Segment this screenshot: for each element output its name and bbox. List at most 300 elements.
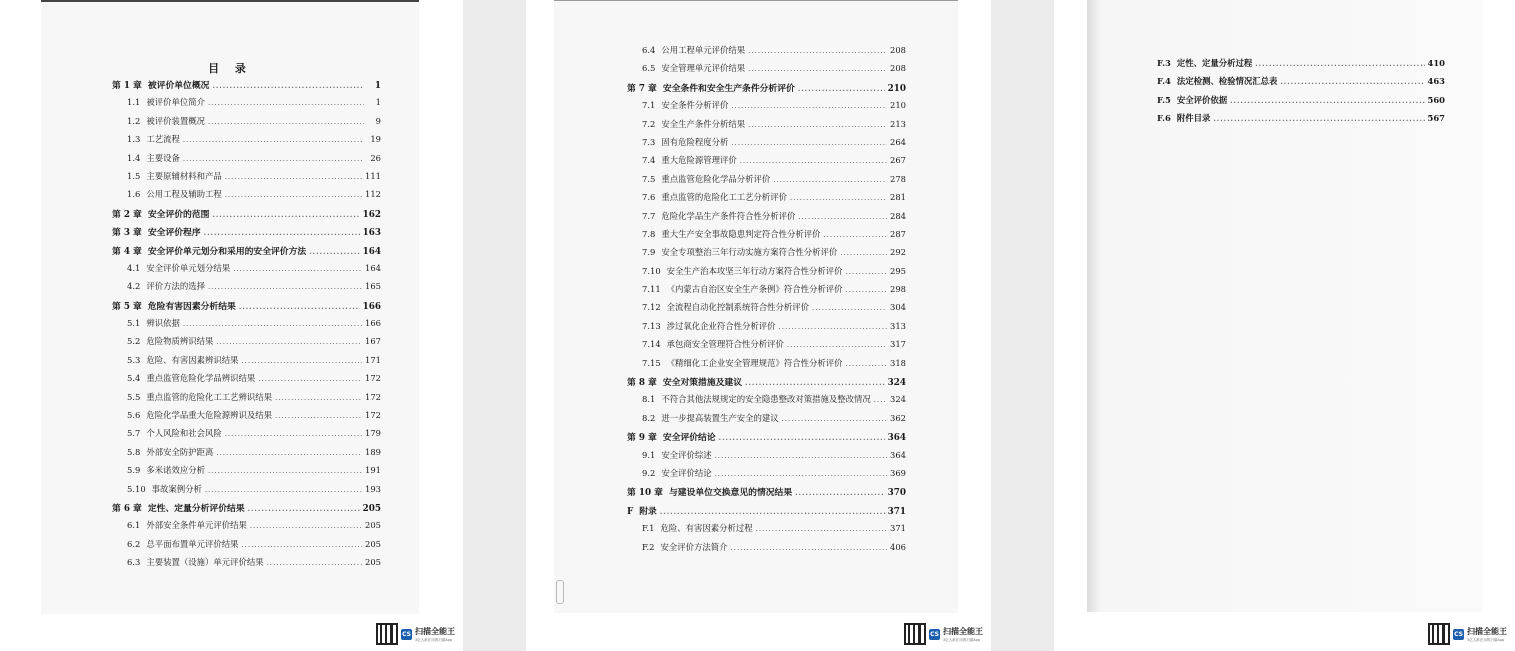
- toc-label: 安全评价结论: [662, 433, 716, 444]
- toc-leader-dots: [216, 338, 362, 346]
- toc-number: 1.2: [127, 115, 141, 126]
- scanner-watermark: [1428, 623, 1507, 645]
- toc-section-row: [642, 99, 906, 117]
- toc-leader-dots: [846, 286, 887, 294]
- toc-label: 附录: [639, 506, 657, 517]
- toc-leader-dots: [275, 394, 362, 402]
- toc-number: 第 8 章: [627, 378, 657, 389]
- toc-leader-dots: [795, 488, 884, 497]
- toc-label: 《精细化工企业安全管理规范》符合性分析评价: [666, 357, 843, 368]
- toc-section-row: [642, 246, 906, 264]
- toc-section-row: [642, 210, 906, 228]
- toc-number: 7.3: [642, 136, 656, 147]
- toc-section-row: [642, 522, 906, 540]
- toc-number: 5.10: [127, 483, 146, 494]
- toc-number: 第 6 章: [112, 503, 142, 514]
- toc-leader-dots: [748, 65, 887, 73]
- toc-page-number: 208: [890, 45, 906, 55]
- toc-leader-dots: [212, 81, 364, 90]
- toc-label: 附件目录: [1176, 113, 1211, 124]
- toc-section-row: [127, 317, 381, 335]
- toc-number: 5.2: [127, 336, 141, 347]
- toc-label: 外部安全条件单元评价结果: [146, 520, 247, 531]
- toc-page-number: 560: [1427, 94, 1445, 105]
- toc-leader-dots: [660, 507, 885, 516]
- toc-section-row: [127, 427, 381, 445]
- toc-label: 辨识依据: [146, 318, 180, 329]
- toc-page-number: 370: [887, 488, 906, 499]
- toc-leader-dots: [241, 357, 362, 365]
- toc-section-row: [127, 96, 381, 114]
- toc-label: 工艺流程: [146, 134, 180, 145]
- toc-page-number: 364: [887, 433, 906, 444]
- toc-leader-dots: [812, 304, 887, 312]
- toc-number: F.1: [642, 523, 655, 534]
- toc-number: 1.3: [127, 134, 141, 145]
- toc-page-number: 281: [890, 192, 906, 203]
- toc-label: 全流程自动化控制系统符合性分析评价: [666, 302, 810, 313]
- toc-number: 5.6: [127, 410, 141, 421]
- toc-section-row: [642, 154, 906, 172]
- toc-section-row: [642, 283, 906, 301]
- toc-leader-dots: [715, 470, 887, 478]
- toc-section-row: [642, 449, 906, 467]
- page-1: [0, 0, 463, 651]
- scanned-page-1: [41, 0, 419, 614]
- toc-page-number: 210: [887, 83, 906, 94]
- toc-section-row: [127, 464, 381, 482]
- toc-label: 总平面布置单元评价结果: [146, 538, 239, 549]
- toc-leader-dots: [208, 118, 364, 126]
- toc-section-row: [642, 393, 906, 411]
- toc-leader-dots: [731, 139, 887, 147]
- toc-number: 7.5: [642, 173, 656, 184]
- toc-leader-dots: [239, 302, 360, 311]
- toc-page-number: 166: [365, 318, 381, 329]
- toc-list-page-3: [1087, 57, 1483, 131]
- toc-leader-dots: [205, 486, 362, 494]
- toc-leader-dots: [740, 157, 887, 165]
- toc-number: 7.14: [642, 339, 661, 350]
- toc-section-row: [127, 446, 381, 464]
- toc-number: 第 1 章: [112, 81, 142, 91]
- toc-chapter-row: [112, 225, 381, 243]
- toc-label: 安全评价结论: [661, 467, 712, 478]
- toc-number: F: [627, 506, 634, 517]
- toc-label: 承包商安全管理符合性分析评价: [666, 339, 784, 350]
- cs-logo-icon: CS: [402, 630, 411, 638]
- toc-number: 第 3 章: [112, 228, 142, 239]
- toc-leader-dots: [212, 210, 359, 219]
- watermark-brand: 扫描全能王: [943, 626, 983, 636]
- toc-page-number: 26: [370, 152, 381, 163]
- toc-page-number: 172: [365, 373, 381, 384]
- toc-leader-dots: [204, 228, 360, 237]
- toc-label: 重点监管危险化学品辨识结果: [146, 373, 256, 384]
- toc-page-number: 304: [890, 302, 906, 313]
- toc-label: 公用工程单元评价结果: [661, 45, 746, 55]
- toc-number: 7.8: [642, 228, 656, 239]
- toc-number: F.2: [642, 541, 655, 552]
- toc-leader-dots: [731, 544, 888, 552]
- toc-number: 7.6: [642, 192, 656, 203]
- toc-chapter-row: [627, 430, 906, 448]
- toc-section-row: [127, 115, 381, 133]
- toc-section-row: [127, 556, 381, 574]
- toc-page-number: 205: [365, 557, 381, 568]
- toc-section-row: [642, 191, 906, 209]
- toc-label: 固有危险程度分析: [661, 136, 729, 147]
- toc-page-number: 364: [890, 449, 906, 460]
- watermark-brand: 扫描全能王: [415, 626, 455, 636]
- toc-number: 9.1: [642, 449, 656, 460]
- toc-label: 外部安全防护距离: [146, 446, 214, 457]
- toc-leader-dots: [225, 191, 362, 199]
- toc-label: 安全条件和安全生产条件分析评价: [662, 83, 795, 94]
- toc-label: 重点监管的危险化工工艺辨识结果: [146, 391, 272, 402]
- toc-label: 安全评价单元划分和采用的安全评价方法: [147, 246, 307, 257]
- toc-label: 被评价单位概况: [147, 81, 210, 91]
- toc-number: 7.11: [642, 284, 661, 295]
- toc-leader-dots: [241, 541, 362, 549]
- scanned-page-3: [1087, 0, 1483, 612]
- qr-code-icon: [904, 623, 926, 645]
- toc-number: 6.4: [642, 45, 656, 55]
- toc-page-number: 284: [890, 210, 906, 221]
- toc-number: 7.2: [642, 118, 656, 129]
- toc-section-row: [127, 354, 381, 372]
- toc-label: 不符合其他法规规定的安全隐患整改对策措施及整改情况: [661, 394, 871, 405]
- toc-page-number: 205: [362, 503, 381, 514]
- toc-section-row: [127, 538, 381, 556]
- toc-label: 重点监管的危险化工工艺分析评价: [661, 192, 787, 203]
- toc-page-number: 172: [365, 410, 381, 421]
- toc-leader-dots: [846, 268, 887, 276]
- toc-section-row: [127, 133, 381, 151]
- toc-section-row: [642, 301, 906, 319]
- toc-label: 安全专项整治三年行动实施方案符合性分析评价: [661, 247, 838, 258]
- toc-number: 6.3: [127, 557, 141, 568]
- toc-section-row: [127, 170, 381, 188]
- toc-page-number: 167: [365, 336, 381, 347]
- toc-page-number: 1: [374, 81, 381, 91]
- toc-page-number: 112: [365, 189, 381, 200]
- toc-section-row: [127, 483, 381, 501]
- toc-chapter-row: [112, 244, 381, 262]
- page-3: [1054, 0, 1515, 651]
- toc-label: 安全条件分析评价: [661, 100, 729, 111]
- toc-page-number: 369: [890, 467, 906, 478]
- toc-page-number: 210: [890, 100, 906, 111]
- toc-page-number: 9: [375, 115, 381, 126]
- toc-page-number: 111: [365, 170, 381, 181]
- toc-number: 7.13: [642, 320, 661, 331]
- toc-leader-dots: [846, 360, 887, 368]
- toc-number: 第 9 章: [627, 433, 657, 444]
- toc-leader-dots: [1255, 59, 1424, 68]
- toc-chapter-row: [627, 485, 906, 503]
- cs-logo-icon: CS: [930, 630, 939, 638]
- toc-number: 1.4: [127, 152, 141, 163]
- toc-section-row: [1157, 94, 1445, 112]
- toc-page-number: 171: [365, 354, 381, 365]
- toc-leader-dots: [183, 320, 362, 328]
- toc-page-number: 318: [890, 357, 906, 368]
- toc-section-row: [642, 228, 906, 246]
- toc-number: 第 2 章: [112, 209, 142, 220]
- toc-label: 定性、定量分析过程: [1176, 58, 1253, 68]
- toc-number: 6.1: [127, 520, 141, 531]
- toc-page-number: 287: [890, 228, 906, 239]
- toc-label: 个人风险和社会风险: [146, 428, 222, 439]
- scanner-watermark: [376, 623, 455, 645]
- toc-section-row: [642, 44, 906, 62]
- toc-leader-dots: [208, 99, 364, 107]
- toc-leader-dots: [745, 378, 885, 387]
- toc-number: 1.5: [127, 170, 141, 181]
- toc-number: 8.1: [642, 394, 656, 405]
- toc-leader-dots: [748, 47, 887, 55]
- toc-page-number: 164: [362, 246, 381, 257]
- toc-label: 主要原辅材料和产品: [146, 170, 222, 181]
- toc-page-number: 19: [370, 134, 381, 145]
- toc-leader-dots: [773, 176, 887, 184]
- watermark-brand: 扫描全能王: [1467, 626, 1507, 636]
- toc-label: 重大生产安全事故隐患判定符合性分析评价: [661, 228, 821, 239]
- toc-chapter-row: [627, 81, 906, 99]
- toc-section-row: [127, 391, 381, 409]
- toc-number: 7.7: [642, 210, 656, 221]
- toc-number: 5.4: [127, 373, 141, 384]
- toc-chapter-row: [112, 501, 381, 519]
- toc-leader-dots: [787, 341, 887, 349]
- toc-page-number: 313: [890, 320, 906, 331]
- toc-leader-dots: [731, 102, 887, 110]
- watermark-tagline: 3亿人都在用的扫描App: [1467, 637, 1505, 642]
- toc-number: 7.15: [642, 357, 661, 368]
- toc-section-row: [642, 118, 906, 136]
- toc-label: 主要装置（设施）单元评价结果: [146, 557, 264, 568]
- toc-section-row: [642, 173, 906, 191]
- toc-number: 1.1: [127, 97, 141, 108]
- toc-number: 6.2: [127, 538, 141, 549]
- toc-number: 第 5 章: [112, 301, 142, 312]
- toc-page-number: 172: [365, 391, 381, 402]
- toc-label: 安全评价方法简介: [660, 541, 728, 552]
- toc-label: 危险、有害因素分析过程: [660, 523, 753, 534]
- toc-page-number: 324: [890, 394, 906, 405]
- toc-label: 安全评价程序: [147, 228, 201, 239]
- toc-label: 被评价装置概况: [146, 115, 205, 126]
- toc-leader-dots: [275, 412, 362, 420]
- toc-number: 第 10 章: [627, 488, 663, 499]
- toc-page-number: 567: [1427, 113, 1445, 124]
- toc-label: 多米诺效应分析: [146, 465, 205, 476]
- toc-page-number: 165: [365, 281, 381, 292]
- toc-title: 目 录: [208, 62, 252, 75]
- toc-page-number: 278: [890, 173, 906, 184]
- toc-number: 8.2: [642, 412, 656, 423]
- toc-section-row: [642, 320, 906, 338]
- toc-number: 6.5: [642, 63, 656, 74]
- toc-leader-dots: [798, 84, 885, 93]
- toc-number: 5.8: [127, 446, 141, 457]
- qr-code-icon: [1428, 623, 1450, 645]
- toc-label: 法定检测、检验情况汇总表: [1176, 76, 1278, 87]
- toc-page-number: 208: [890, 63, 906, 74]
- toc-number: 5.7: [127, 428, 141, 439]
- toc-section-row: [642, 357, 906, 375]
- scan-artifact: [556, 580, 564, 604]
- toc-number: 5.5: [127, 391, 141, 402]
- toc-page-number: 166: [362, 301, 381, 312]
- toc-number: F.5: [1157, 94, 1171, 105]
- toc-chapter-row: [627, 504, 906, 522]
- toc-leader-dots: [779, 323, 887, 331]
- toc-section-row: [127, 280, 381, 298]
- toc-section-row: [127, 519, 381, 537]
- toc-leader-dots: [267, 559, 362, 567]
- toc-leader-dots: [208, 467, 362, 475]
- toc-section-row: [642, 136, 906, 154]
- toc-page-number: 371: [887, 506, 906, 517]
- toc-page-number: 463: [1427, 76, 1445, 87]
- toc-chapter-row: [627, 375, 906, 393]
- toc-page-number: 191: [365, 465, 381, 476]
- toc-section-row: [642, 62, 906, 80]
- toc-section-row: [1157, 57, 1445, 75]
- toc-label: 安全对策措施及建议: [662, 378, 743, 389]
- toc-list-page-2: [554, 44, 958, 559]
- toc-leader-dots: [216, 449, 362, 457]
- toc-chapter-row: [112, 78, 381, 96]
- toc-page-number: 292: [890, 247, 906, 258]
- toc-leader-dots: [840, 249, 887, 257]
- scanned-page-2: [554, 0, 958, 613]
- toc-number: F.3: [1157, 58, 1171, 68]
- toc-section-row: [1157, 75, 1445, 93]
- toc-number: 4.2: [127, 281, 141, 292]
- toc-page-number: 267: [890, 155, 906, 166]
- watermark-tagline: 3亿人都在用的扫描App: [943, 637, 981, 642]
- toc-label: 涉过氧化企业符合性分析评价: [666, 320, 776, 331]
- toc-label: 主要设备: [146, 152, 180, 163]
- toc-section-row: [642, 338, 906, 356]
- toc-section-row: [127, 372, 381, 390]
- toc-number: 5.3: [127, 354, 141, 365]
- toc-label: 危险化学品重大危险源辨识及结果: [146, 410, 272, 421]
- toc-label: 危险有害因素分析结果: [147, 301, 236, 312]
- toc-leader-dots: [183, 136, 364, 144]
- toc-label: 被评价单位简介: [146, 97, 205, 108]
- qr-code-icon: [376, 623, 398, 645]
- toc-label: 与建设单位交换意见的情况结果: [668, 488, 793, 499]
- toc-page-number: 324: [887, 378, 906, 389]
- toc-leader-dots: [1213, 114, 1424, 123]
- toc-number: 5.9: [127, 465, 141, 476]
- page-2: [526, 0, 991, 651]
- toc-label: 评价方法的选择: [146, 281, 205, 292]
- toc-page-number: 193: [365, 483, 381, 494]
- toc-section-row: [1157, 112, 1445, 130]
- toc-leader-dots: [248, 504, 360, 513]
- toc-number: F.4: [1157, 76, 1171, 87]
- toc-page-number: 205: [365, 538, 381, 549]
- toc-leader-dots: [790, 194, 887, 202]
- toc-page-number: 264: [890, 136, 906, 147]
- toc-label: 重点监管危险化学品分析评价: [661, 173, 771, 184]
- toc-leader-dots: [756, 525, 887, 533]
- toc-section-row: [127, 188, 381, 206]
- watermark-tagline: 3亿人都在用的扫描App: [415, 637, 453, 642]
- toc-label: 定性、定量分析评价结果: [147, 503, 245, 514]
- toc-number: 1.6: [127, 189, 141, 200]
- toc-label: 事故案例分析: [151, 483, 202, 494]
- toc-number: 7.1: [642, 100, 656, 111]
- toc-page-number: 179: [365, 428, 381, 439]
- toc-number: 7.4: [642, 155, 656, 166]
- toc-label: 危险物质辨识结果: [146, 336, 214, 347]
- toc-page-number: 163: [362, 228, 381, 239]
- toc-label: 安全评价综述: [661, 449, 712, 460]
- toc-section-row: [642, 412, 906, 430]
- toc-label: 安全管理单元评价结果: [661, 63, 746, 74]
- cs-logo-icon: CS: [1454, 630, 1463, 638]
- toc-label: 安全评价的范围: [147, 209, 210, 220]
- toc-label: 安全生产治本攻坚三年行动方案符合性分析评价: [666, 265, 843, 276]
- scanner-watermark: [904, 623, 983, 645]
- toc-page-number: 162: [362, 209, 381, 220]
- toc-section-row: [127, 409, 381, 427]
- toc-page-number: 371: [890, 523, 906, 534]
- toc-number: 7.10: [642, 265, 661, 276]
- toc-section-row: [642, 265, 906, 283]
- toc-leader-dots: [719, 433, 885, 442]
- toc-leader-dots: [823, 231, 887, 239]
- toc-leader-dots: [1230, 96, 1424, 105]
- toc-label: 安全生产条件分析结果: [661, 118, 746, 129]
- toc-number: 4.1: [127, 262, 141, 273]
- toc-page-number: 362: [890, 412, 906, 423]
- toc-leader-dots: [748, 121, 887, 129]
- toc-page-number: 213: [890, 118, 906, 129]
- toc-label: 危险化学品生产条件符合性分析评价: [661, 210, 796, 221]
- toc-page-number: 410: [1427, 58, 1445, 68]
- toc-leader-dots: [258, 375, 362, 383]
- toc-leader-dots: [782, 415, 887, 423]
- toc-label: 《内蒙古自治区安全生产条例》符合性分析评价: [666, 284, 843, 295]
- toc-page-number: 164: [365, 262, 381, 273]
- toc-page-number: 1: [375, 97, 381, 108]
- toc-label: 安全评价单元划分结果: [146, 262, 231, 273]
- toc-number: 9.2: [642, 467, 656, 478]
- toc-page-number: 205: [365, 520, 381, 531]
- toc-label: 进一步提高装置生产安全的建议: [661, 412, 779, 423]
- toc-label: 公用工程及辅助工程: [146, 189, 222, 200]
- toc-leader-dots: [183, 155, 364, 163]
- toc-leader-dots: [1280, 77, 1424, 86]
- toc-leader-dots: [715, 452, 887, 460]
- toc-number: 7.12: [642, 302, 661, 313]
- toc-section-row: [127, 335, 381, 353]
- toc-leader-dots: [233, 265, 362, 273]
- toc-leader-dots: [225, 430, 362, 438]
- toc-leader-dots: [309, 247, 359, 256]
- toc-number: 第 4 章: [112, 246, 142, 257]
- toc-page-number: 189: [365, 446, 381, 457]
- toc-label: 安全评价依据: [1176, 94, 1228, 105]
- toc-chapter-row: [112, 207, 381, 225]
